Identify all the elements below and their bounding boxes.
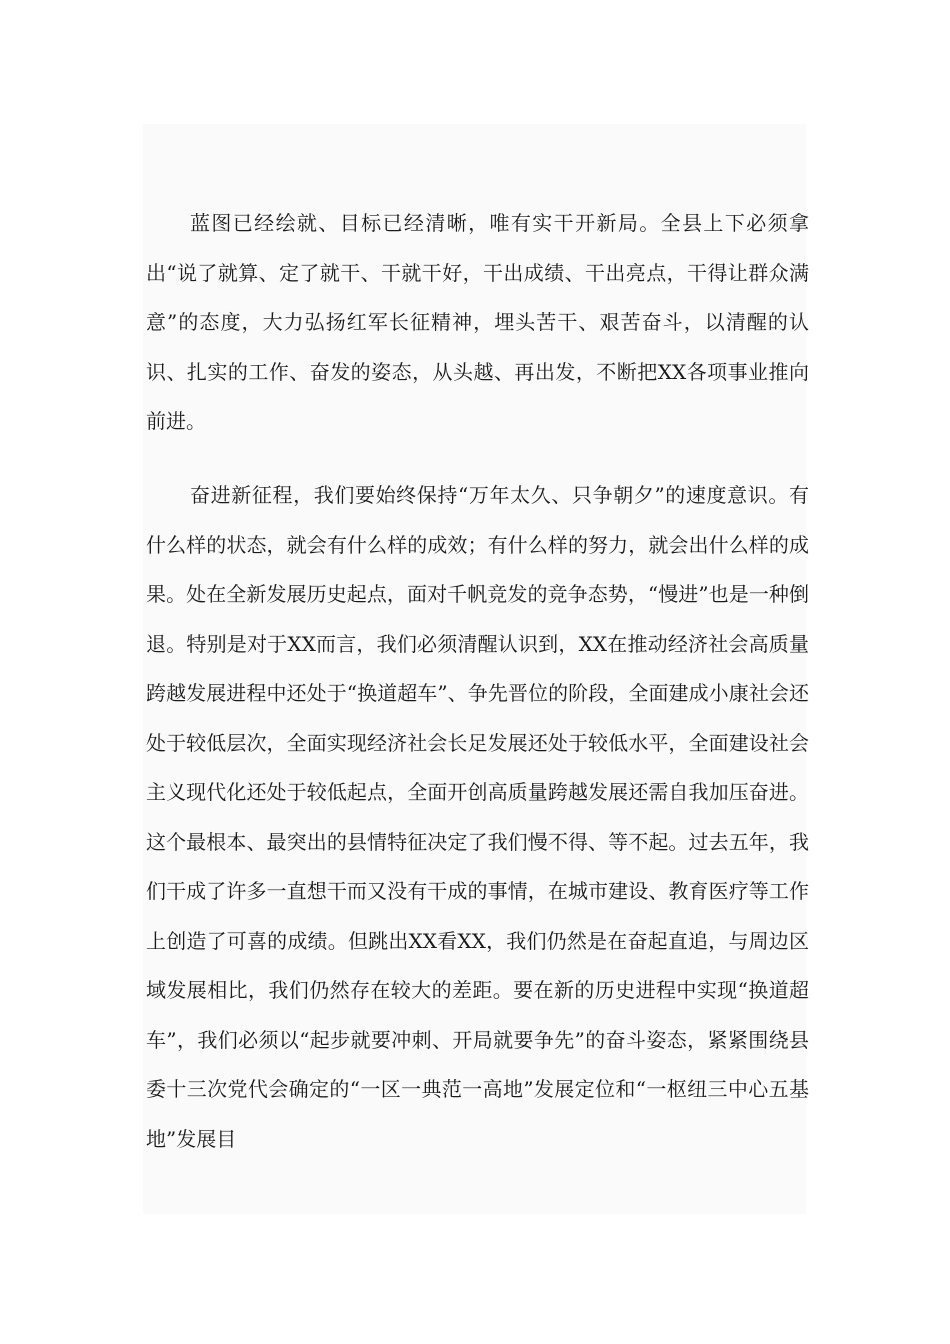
paragraph-blueprint: 蓝图已经绘就、目标已经清晰，唯有实干开新局。全县上下必须拿出“说了就算、定了就干、干就干好，干出成绩、干出亮点，干得让群众满意”的态度，大力弘扬红军长征精神，埋头苦干、艰苦奋斗，以清醒的认识、扎实的工作、奋发的姿态，从头越、再出发，不断把XX各项事业推向前进。	[146, 211, 809, 433]
paragraph-new-journey: 奋进新征程，我们要始终保持“万年太久、只争朝夕”的速度意识。有什么样的状态，就会有什么样的成效；有什么样的努力，就会出什么样的成果。处在全新发展历史起点，面对千帆竞发的竞争态势，“慢进”也是一种倒退。特别是对于XX而言，我们必须清醒认识到，XX在推动经济社会高质量跨越发展进程中还处于“换道超车”、争先晋位的阶段，全面建成小康社会还处于较低层次，全面实现经济社会长足发展还处于较低水平，全面建设社会主义现代化还处于较低起点，全面开创高质量跨越发展还需自我加压奋进。这个最根本、最突出的县情特征决定了我们慢不得、等不起。过去五年，我们干成了许多一直想干而又没有干成的事情，在城市建设、教育医疗等工作上创造了可喜的成绩。但跳出XX看XX，我们仍然是在奋起直追，与周边区域发展相比，我们仍然存在较大的差距。要在新的历史进程中实现“换道超车”，我们必须以“起步就要冲刺、开局就要争先”的奋斗姿态，紧紧围绕县委十三次党代会确定的“一区一典范一高地”发展定位和“一枢纽三中心五基地”发展目	[146, 483, 809, 1151]
document-page	[143, 124, 809, 1214]
